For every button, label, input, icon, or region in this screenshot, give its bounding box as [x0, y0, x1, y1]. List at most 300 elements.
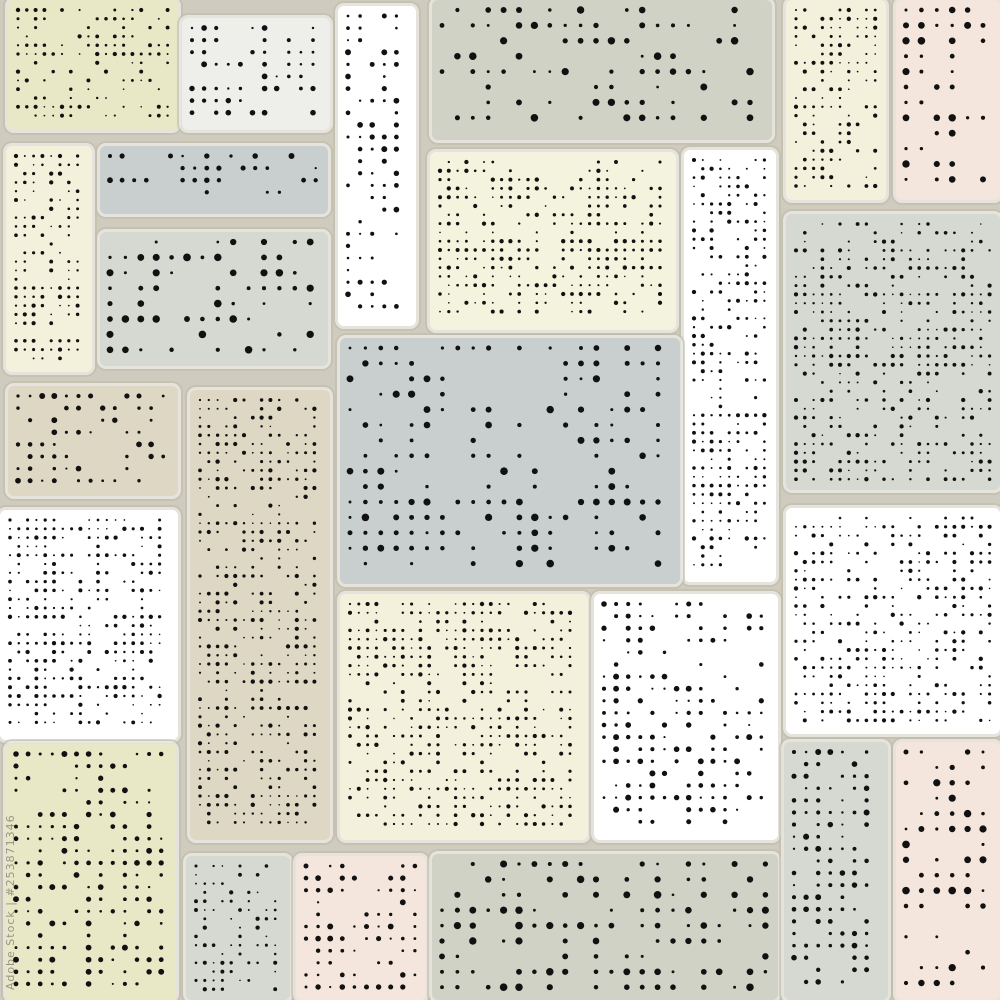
- halftone-dot: [472, 629, 474, 631]
- halftone-dot: [8, 685, 12, 689]
- halftone-dot: [535, 213, 539, 217]
- halftone-dot: [225, 803, 229, 807]
- halftone-dot: [43, 52, 47, 56]
- halftone-dot: [908, 415, 912, 419]
- halftone-dot: [623, 301, 626, 304]
- halftone-dot: [813, 267, 815, 269]
- halftone-dot: [516, 22, 522, 28]
- halftone-dot: [728, 168, 730, 170]
- halftone-dot: [533, 822, 537, 826]
- halftone-dot: [848, 470, 850, 472]
- halftone-dot: [865, 398, 869, 402]
- halftone-dot: [627, 651, 629, 653]
- halftone-dot: [892, 346, 894, 348]
- halftone-dot: [926, 372, 930, 376]
- halftone-dot: [577, 6, 584, 13]
- halftone-dot: [980, 903, 986, 909]
- halftone-dot: [141, 563, 144, 566]
- halftone-dot: [568, 664, 571, 667]
- halftone-dot: [251, 548, 254, 551]
- halftone-dot: [32, 286, 36, 290]
- halftone-dot: [366, 629, 370, 633]
- halftone-dot: [813, 675, 815, 677]
- halftone-dot: [535, 248, 538, 251]
- halftone-dot: [366, 813, 369, 816]
- halftone-dot: [813, 311, 815, 313]
- halftone-dot: [710, 202, 713, 205]
- halftone-dot: [276, 75, 278, 77]
- halftone-dot: [14, 295, 17, 298]
- halftone-dot: [902, 68, 909, 75]
- halftone-dot: [466, 188, 468, 190]
- halftone-dot: [735, 772, 739, 776]
- halftone-dot: [23, 172, 26, 175]
- halftone-dot: [919, 70, 923, 74]
- halftone-dot: [718, 211, 722, 215]
- halftone-dot: [463, 612, 465, 614]
- halftone-dot: [728, 352, 731, 355]
- halftone-dot: [606, 170, 608, 172]
- halftone-dot: [500, 37, 507, 44]
- halftone-dot: [269, 637, 271, 639]
- halftone-dot: [498, 708, 502, 712]
- halftone-dot: [301, 178, 306, 183]
- halftone-dot: [934, 115, 941, 122]
- halftone-dot: [89, 431, 91, 433]
- halftone-dot: [874, 676, 876, 678]
- halftone-dot: [564, 377, 568, 381]
- halftone-dot: [315, 936, 321, 942]
- halftone-dot: [265, 944, 268, 947]
- halftone-dot: [79, 580, 83, 584]
- halftone-dot: [357, 673, 360, 676]
- halftone-dot: [882, 363, 886, 367]
- halftone-dot: [763, 326, 766, 329]
- halftone-dot: [44, 518, 47, 521]
- halftone-dot: [111, 945, 115, 949]
- halftone-dot: [971, 249, 974, 252]
- halftone-dot: [745, 536, 749, 540]
- halftone-dot: [568, 770, 571, 773]
- halftone-dot: [979, 560, 982, 563]
- halftone-dot: [295, 768, 298, 771]
- halftone-dot: [961, 692, 964, 695]
- halftone-dot: [110, 812, 116, 818]
- halftone-dot: [159, 957, 164, 962]
- halftone-dot: [839, 62, 841, 64]
- halftone-dot: [312, 680, 316, 684]
- halftone-dot: [763, 300, 765, 302]
- halftone-dot: [624, 276, 626, 278]
- halftone-dot: [199, 399, 201, 401]
- halftone-dot: [498, 787, 501, 790]
- halftone-dot: [329, 986, 331, 988]
- halftone-dot: [719, 361, 721, 363]
- halftone-dot: [71, 572, 73, 574]
- halftone-dot: [945, 596, 947, 598]
- halftone-dot: [701, 938, 706, 943]
- halftone-dot: [864, 477, 868, 481]
- halftone-dot: [883, 372, 885, 374]
- halftone-dot: [516, 969, 522, 975]
- halftone-dot: [614, 614, 618, 618]
- halftone-dot: [762, 255, 766, 259]
- halftone-dot: [945, 711, 947, 713]
- halftone-dot: [132, 651, 134, 653]
- halftone-dot: [830, 27, 832, 29]
- halftone-dot: [472, 788, 474, 790]
- halftone-dot: [516, 770, 519, 773]
- halftone-dot: [69, 105, 72, 108]
- halftone-dot: [51, 393, 57, 399]
- halftone-dot: [88, 536, 91, 539]
- halftone-dot: [686, 601, 691, 606]
- halftone-dot: [62, 812, 67, 817]
- halftone-dot: [53, 677, 55, 679]
- halftone-dot: [278, 566, 281, 569]
- halftone-dot: [632, 239, 636, 243]
- halftone-dot: [39, 873, 42, 876]
- halftone-dot: [41, 357, 43, 359]
- halftone-dot: [828, 822, 834, 828]
- halftone-dot: [315, 167, 317, 169]
- halftone-dot: [50, 242, 53, 245]
- halftone-dot: [813, 115, 815, 117]
- halftone-dot: [988, 560, 992, 564]
- halftone-dot: [16, 105, 20, 109]
- halftone-dot: [17, 703, 20, 706]
- halftone-dot: [795, 614, 797, 616]
- halftone-dot: [525, 735, 528, 738]
- halftone-dot: [44, 563, 46, 565]
- halftone-dot: [535, 310, 539, 314]
- halftone-dot: [471, 970, 475, 974]
- halftone-dot: [123, 824, 128, 829]
- halftone-dot: [208, 408, 210, 410]
- halftone-dot: [650, 795, 654, 799]
- halftone-dot: [248, 909, 250, 911]
- halftone-dot: [107, 301, 112, 306]
- halftone-dot: [374, 672, 378, 676]
- halftone-dot: [140, 80, 142, 82]
- halftone-dot: [747, 795, 752, 800]
- halftone-dot: [562, 892, 568, 898]
- halftone-dot: [649, 770, 655, 776]
- halftone-dot: [393, 391, 400, 398]
- halftone-dot: [113, 535, 117, 539]
- clipping-patch: [340, 338, 680, 584]
- halftone-dot: [98, 957, 103, 962]
- halftone-dot: [856, 460, 860, 464]
- halftone-dot: [595, 485, 598, 488]
- halftone-dot: [67, 339, 70, 342]
- halftone-dot: [26, 685, 30, 689]
- halftone-dot: [41, 480, 43, 482]
- halftone-dot: [424, 375, 431, 382]
- halftone-dot: [803, 248, 807, 252]
- halftone-dot: [701, 175, 705, 179]
- halftone-dot: [552, 814, 554, 816]
- halftone-dot: [50, 812, 55, 817]
- halftone-dot: [49, 172, 53, 176]
- halftone-dot: [395, 14, 398, 17]
- halftone-dot: [491, 257, 494, 260]
- halftone-dot: [804, 443, 806, 445]
- halftone-dot: [710, 290, 713, 293]
- halftone-dot: [464, 788, 466, 790]
- halftone-dot: [812, 460, 815, 463]
- halftone-dot: [736, 176, 739, 179]
- halftone-dot: [663, 651, 666, 654]
- halftone-dot: [847, 140, 851, 144]
- halftone-dot: [873, 710, 877, 714]
- halftone-dot: [745, 361, 748, 364]
- halftone-dot: [795, 355, 797, 357]
- halftone-dot: [926, 222, 929, 225]
- halftone-dot: [988, 525, 992, 529]
- halftone-dot: [626, 760, 630, 764]
- halftone-dot: [747, 100, 752, 105]
- halftone-dot: [812, 150, 814, 152]
- halftone-dot: [234, 618, 237, 621]
- halftone-dot: [256, 873, 260, 877]
- halftone-dot: [654, 52, 662, 60]
- halftone-dot: [15, 777, 18, 780]
- halftone-dot: [167, 53, 169, 55]
- halftone-dot: [658, 301, 662, 305]
- halftone-dot: [114, 677, 117, 680]
- halftone-dot: [410, 438, 414, 442]
- halftone-dot: [841, 751, 844, 754]
- halftone-dot: [63, 922, 67, 926]
- halftone-dot: [848, 249, 850, 251]
- halftone-dot: [51, 753, 54, 756]
- halftone-dot: [795, 693, 798, 696]
- halftone-dot: [230, 239, 236, 245]
- halftone-dot: [269, 434, 272, 437]
- halftone-dot: [848, 381, 850, 383]
- halftone-dot: [106, 331, 113, 338]
- halftone-dot: [830, 702, 832, 704]
- halftone-dot: [474, 257, 477, 260]
- halftone-dot: [202, 38, 206, 42]
- halftone-dot: [122, 315, 130, 323]
- halftone-dot: [609, 85, 614, 90]
- halftone-dot: [312, 407, 316, 411]
- halftone-dot: [50, 155, 52, 157]
- halftone-dot: [874, 587, 877, 590]
- halftone-dot: [23, 234, 26, 237]
- halftone-dot: [794, 176, 797, 179]
- halftone-dot: [639, 675, 642, 678]
- halftone-dot: [829, 61, 833, 65]
- halftone-dot: [212, 988, 215, 991]
- halftone-dot: [935, 648, 939, 652]
- halftone-dot: [909, 389, 913, 393]
- halftone-dot: [737, 476, 739, 478]
- halftone-dot: [427, 664, 431, 668]
- halftone-dot: [623, 968, 630, 975]
- halftone-dot: [402, 823, 404, 825]
- halftone-dot: [463, 743, 466, 746]
- halftone-dot: [577, 876, 584, 883]
- halftone-dot: [312, 803, 316, 807]
- halftone-dot: [687, 711, 691, 715]
- halftone-dot: [578, 406, 584, 412]
- halftone-dot: [720, 159, 722, 161]
- halftone-dot: [123, 982, 127, 986]
- halftone-dot: [710, 255, 713, 258]
- halftone-dot: [17, 17, 20, 20]
- halftone-dot: [101, 479, 104, 482]
- halftone-dot: [486, 908, 490, 912]
- halftone-dot: [900, 381, 903, 384]
- halftone-dot: [25, 105, 28, 108]
- halftone-dot: [393, 761, 395, 763]
- halftone-dot: [312, 486, 316, 490]
- halftone-dot: [953, 345, 957, 349]
- halftone-dot: [40, 154, 44, 158]
- halftone-dot: [349, 788, 351, 790]
- halftone-dot: [74, 861, 79, 866]
- halftone-dot: [829, 683, 833, 687]
- halftone-dot: [260, 680, 264, 684]
- halftone-dot: [455, 603, 457, 605]
- halftone-dot: [904, 935, 907, 938]
- halftone-dot: [456, 955, 460, 959]
- halftone-dot: [515, 734, 518, 737]
- halftone-dot: [559, 805, 562, 808]
- halftone-dot: [841, 980, 844, 983]
- halftone-dot: [86, 751, 92, 757]
- halftone-dot: [803, 105, 806, 108]
- halftone-dot: [702, 529, 704, 531]
- halftone-dot: [728, 282, 730, 284]
- halftone-dot: [822, 434, 824, 436]
- halftone-dot: [357, 655, 361, 659]
- halftone-dot: [234, 434, 237, 437]
- halftone-dot: [534, 612, 536, 614]
- halftone-dot: [295, 636, 299, 640]
- halftone-dot: [269, 707, 272, 710]
- halftone-dot: [113, 52, 117, 56]
- halftone-dot: [988, 407, 991, 410]
- halftone-dot: [615, 293, 618, 296]
- halftone-dot: [949, 964, 956, 971]
- halftone-dot: [157, 694, 161, 698]
- halftone-dot: [87, 641, 91, 645]
- halftone-dot: [701, 369, 705, 373]
- halftone-dot: [136, 442, 142, 448]
- halftone-dot: [61, 641, 65, 645]
- halftone-dot: [745, 220, 749, 224]
- halftone-dot: [719, 563, 722, 566]
- halftone-dot: [419, 770, 422, 773]
- halftone-dot: [456, 248, 460, 252]
- halftone-dot: [641, 257, 644, 260]
- halftone-dot: [759, 662, 764, 667]
- halftone-dot: [839, 710, 842, 713]
- halftone-dot: [650, 747, 654, 751]
- halftone-dot: [441, 346, 444, 349]
- halftone-dot: [627, 711, 630, 714]
- halftone-dot: [260, 636, 264, 640]
- halftone-dot: [347, 468, 354, 475]
- halftone-dot: [426, 531, 429, 534]
- clipping-patch: [786, 508, 1000, 734]
- halftone-dot: [462, 769, 466, 773]
- halftone-dot: [728, 431, 731, 434]
- halftone-dot: [146, 848, 152, 854]
- halftone-dot: [597, 160, 600, 163]
- halftone-dot: [950, 765, 955, 770]
- halftone-dot: [481, 621, 483, 623]
- halftone-dot: [544, 283, 548, 287]
- halftone-dot: [95, 52, 99, 56]
- halftone-dot: [988, 460, 992, 464]
- halftone-dot: [935, 24, 938, 27]
- halftone-dot: [104, 70, 108, 74]
- halftone-dot: [830, 416, 833, 419]
- halftone-dot: [517, 346, 522, 351]
- halftone-dot: [865, 79, 867, 81]
- halftone-dot: [207, 434, 210, 437]
- halftone-dot: [821, 266, 825, 270]
- halftone-dot: [719, 449, 722, 452]
- halftone-dot: [812, 631, 815, 634]
- halftone-dot: [348, 646, 352, 650]
- halftone-dot: [918, 578, 921, 581]
- halftone-dot: [719, 520, 721, 522]
- halftone-dot: [542, 734, 546, 738]
- halftone-dot: [702, 300, 704, 302]
- halftone-dot: [627, 808, 630, 811]
- halftone-dot: [641, 924, 644, 927]
- halftone-dot: [498, 725, 502, 729]
- halftone-dot: [486, 84, 491, 89]
- halftone-dot: [829, 811, 832, 814]
- halftone-dot: [312, 468, 316, 472]
- halftone-dot: [613, 758, 619, 764]
- halftone-dot: [490, 612, 493, 615]
- halftone-dot: [389, 961, 393, 965]
- halftone-dot: [821, 53, 824, 56]
- halftone-dot: [348, 734, 352, 738]
- halftone-dot: [882, 477, 885, 480]
- halftone-dot: [35, 712, 39, 716]
- halftone-dot: [487, 24, 490, 27]
- halftone-dot: [208, 760, 210, 762]
- halftone-dot: [287, 75, 291, 79]
- halftone-dot: [838, 460, 841, 463]
- halftone-dot: [437, 708, 440, 711]
- halftone-dot: [533, 646, 537, 650]
- halftone-dot: [135, 982, 138, 985]
- halftone-dot: [233, 627, 237, 631]
- halftone-dot: [410, 656, 413, 659]
- halftone-dot: [639, 453, 646, 460]
- halftone-dot: [710, 220, 712, 222]
- halftone-dot: [900, 570, 903, 573]
- halftone-dot: [411, 726, 413, 728]
- halftone-dot: [812, 346, 815, 349]
- halftone-dot: [526, 178, 529, 181]
- halftone-dot: [68, 190, 70, 192]
- halftone-dot: [764, 970, 767, 973]
- halftone-dot: [447, 222, 451, 226]
- halftone-dot: [317, 961, 320, 964]
- halftone-dot: [135, 957, 140, 962]
